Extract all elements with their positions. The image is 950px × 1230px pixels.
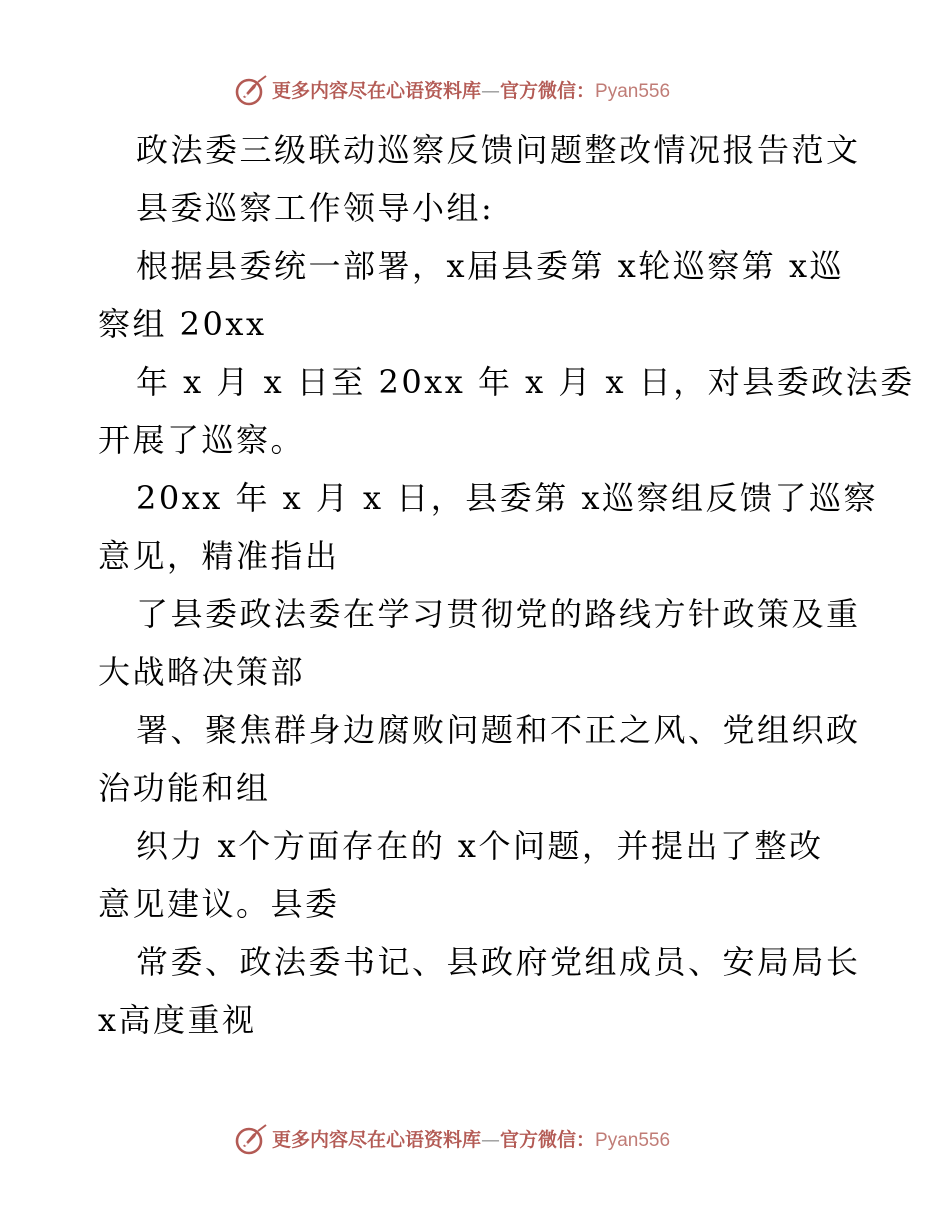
watermark-id: Pyan556	[595, 1130, 671, 1151]
body-line: 年 x 月 x 日至 20xx 年 x 月 x 日，对县委政法委	[136, 363, 915, 401]
watermark-footer	[0, 1120, 950, 1160]
salutation: 县委巡察工作领导小组:	[136, 189, 495, 227]
body-line: 常委、政法委书记、县政府党组成员、安局局长	[136, 943, 861, 981]
document-body	[98, 121, 915, 1049]
body-line: 20xx 年 x 月 x 日，县委第 x巡察组反馈了巡察	[136, 479, 878, 517]
quill-logo-icon	[233, 1122, 269, 1158]
document-title: 政法委三级联动巡察反馈问题整改情况报告范文	[136, 131, 861, 169]
body-line: 意见建议。县委	[98, 885, 340, 923]
watermark-id: Pyan556	[595, 81, 671, 102]
body-line: 察组 20xx	[98, 305, 267, 343]
body-line: 意见，精准指出	[98, 537, 340, 575]
body-line: 了县委政法委在学习贯彻党的路线方针政策及重	[136, 595, 861, 633]
watermark-dash: —	[481, 80, 501, 102]
body-line: 织力 x个方面存在的 x个问题，并提出了整改	[136, 827, 824, 865]
body-line: 大战略决策部	[98, 653, 306, 691]
body-line: 治功能和组	[98, 769, 271, 807]
quill-logo-icon	[233, 73, 269, 109]
watermark-dash: —	[481, 1129, 501, 1151]
watermark-main-text: 更多内容尽在心语资料库	[272, 80, 482, 102]
body-line: 署、聚焦群身边腐败问题和不正之风、党组织政	[136, 711, 861, 749]
watermark-contact-label: 官方微信：	[500, 80, 596, 102]
body-line: 根据县委统一部署，x届县委第 x轮巡察第 x巡	[136, 247, 844, 285]
body-line: 开展了巡察。	[98, 421, 306, 459]
watermark-header	[0, 71, 950, 111]
watermark-main-text: 更多内容尽在心语资料库	[272, 1129, 482, 1151]
body-line: x高度重视	[98, 1001, 257, 1039]
watermark-contact-label: 官方微信：	[500, 1129, 596, 1151]
